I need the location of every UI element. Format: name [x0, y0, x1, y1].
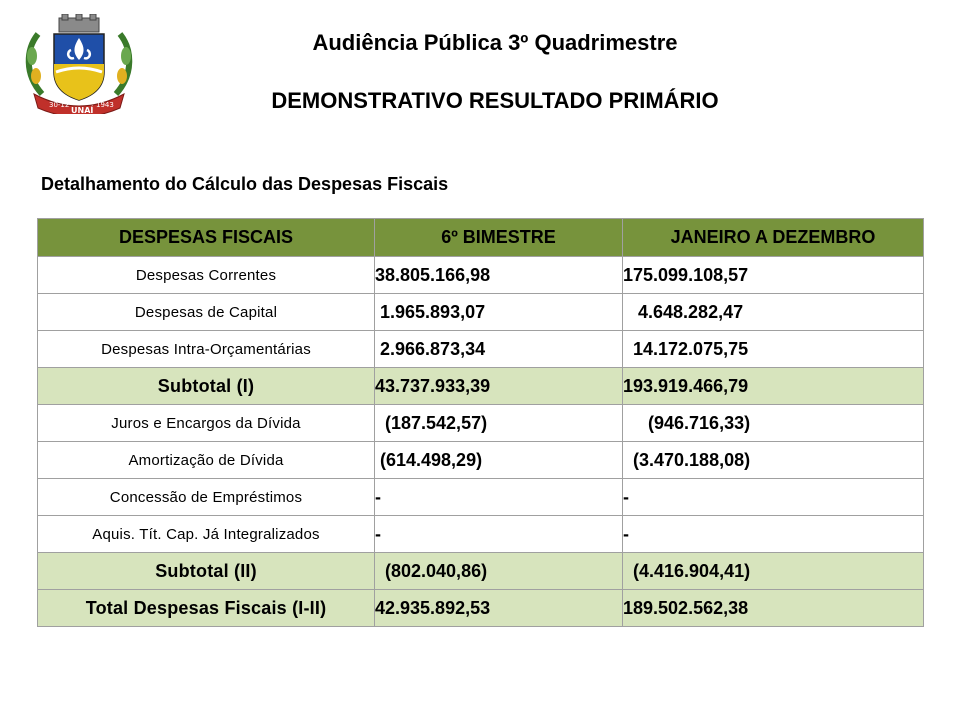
row-label: Aquis. Tít. Cap. Já Integralizados: [38, 516, 375, 553]
total-row: [38, 590, 924, 627]
row-label: Subtotal (I): [38, 368, 375, 405]
row-label: Despesas de Capital: [38, 294, 375, 331]
fiscal-expenses-table: [37, 218, 924, 627]
row-label: Amortização de Dívida: [38, 442, 375, 479]
year-value: 175.099.108,57: [623, 257, 924, 294]
ribbon-date-right: 1943: [96, 101, 114, 109]
column-header-january-december: JANEIRO A DEZEMBRO: [623, 219, 924, 257]
page-title: Audiência Pública 3º Quadrimestre: [312, 30, 678, 55]
bimester-value: (614.498,29): [375, 442, 623, 479]
bimester-value: (187.542,57): [375, 405, 623, 442]
row-label: Subtotal (II): [38, 553, 375, 590]
year-value: (4.416.904,41): [623, 553, 924, 590]
ribbon-date-left: 30-12: [49, 101, 70, 109]
bimester-value: 43.737.933,39: [375, 368, 623, 405]
table-row: [38, 331, 924, 368]
row-label: Despesas Correntes: [38, 257, 375, 294]
bimester-value: 42.935.892,53: [375, 590, 623, 627]
bimester-value: 2.966.873,34: [375, 331, 623, 368]
year-value: -: [623, 479, 924, 516]
year-value: (946.716,33): [623, 405, 924, 442]
row-label: Despesas Intra-Orçamentárias: [38, 331, 375, 368]
table-row: [38, 294, 924, 331]
year-value: 4.648.282,47: [623, 294, 924, 331]
column-header-6th-bimester: 6º BIMESTRE: [375, 219, 623, 257]
ribbon-city-name: UNAÍ: [71, 106, 94, 114]
table-row: [38, 479, 924, 516]
section-title: Detalhamento do Cálculo das Despesas Fiscais: [41, 174, 449, 194]
year-value: 193.919.466,79: [623, 368, 924, 405]
year-value: 14.172.075,75: [623, 331, 924, 368]
row-label: Juros e Encargos da Dívida: [38, 405, 375, 442]
bimester-value: -: [375, 479, 623, 516]
bimester-value: 38.805.166,98: [375, 257, 623, 294]
year-value: (3.470.188,08): [623, 442, 924, 479]
table-row: [38, 257, 924, 294]
bimester-value: 1.965.893,07: [375, 294, 623, 331]
table-row: [38, 405, 924, 442]
table-row: [38, 516, 924, 553]
table-header-row: [38, 219, 924, 257]
year-value: -: [623, 516, 924, 553]
municipal-coat-of-arms-logo: [16, 14, 142, 114]
bimester-value: (802.040,86): [375, 553, 623, 590]
subtotal-row: [38, 368, 924, 405]
report-title: DEMONSTRATIVO RESULTADO PRIMÁRIO: [271, 88, 719, 113]
row-label: Concessão de Empréstimos: [38, 479, 375, 516]
column-header-expenses: DESPESAS FISCAIS: [38, 219, 375, 257]
subtotal-row: [38, 553, 924, 590]
year-value: 189.502.562,38: [623, 590, 924, 627]
row-label: Total Despesas Fiscais (I-II): [38, 590, 375, 627]
table-row: [38, 442, 924, 479]
bimester-value: -: [375, 516, 623, 553]
